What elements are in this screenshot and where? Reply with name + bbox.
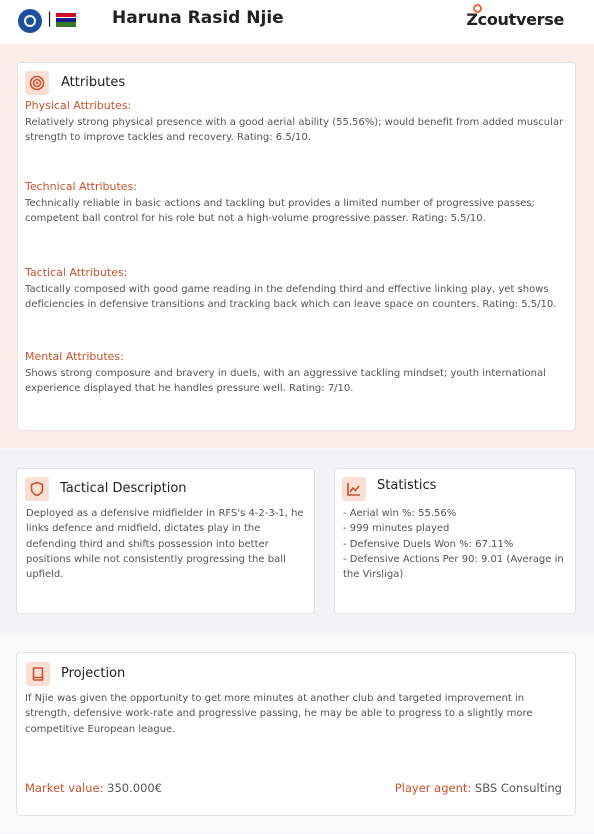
tactical-card: [16, 468, 315, 614]
book-icon: [26, 662, 50, 686]
mental-text: Shows strong composure and bravery in duels, with an aggressive tackling mindset; youth international experience displayed that he handles pressure well. Rating: 7/10.: [25, 368, 546, 394]
statistics-title: Statistics: [377, 478, 437, 493]
physical-heading: Physical Attributes:: [25, 99, 132, 112]
target-icon: [25, 71, 49, 95]
stat-line: - Defensive Actions Per 90: 9.01 (Average in the Virsliga): [343, 553, 564, 581]
market-agent-row: [25, 781, 565, 795]
stat-line: - 999 minutes played: [343, 523, 450, 535]
page-header: [0, 0, 594, 44]
projection-text: If Njie was given the opportunity to get more minutes at another club and targeted improvement in strength, defensive work-rate and progressive passing, he may be able to progress to a slightly more competitive European league.: [25, 693, 533, 735]
tactical-attr-text: Tactically composed with good game reading in the defending third and effective linking play, yet shows deficiencies in defensive transitions and tracking back which can leave space on counters. Rating: 5.5/10.: [25, 284, 557, 310]
tactical-text: Deployed as a defensive midfielder in RFS's 4-2-3-1, he links defence and midfield, dictates play in the defending third and shifts possession into better positions while not consistently progressing the ball upfield.: [26, 508, 304, 581]
technical-text: Technically reliable in basic actions and tackling but provides a limited number of progressive passes; competent ball control for his role but not a high-volume progressive passer. Rating: 5.5/10.: [25, 198, 535, 224]
market-value: [25, 781, 162, 795]
header-separator: |: [47, 9, 53, 27]
club-logo: [18, 9, 42, 33]
mental-heading: Mental Attributes:: [25, 350, 124, 363]
tactical-title: Tactical Description: [60, 481, 187, 496]
statistics-list: [343, 506, 573, 582]
stat-line: - Aerial win %: 55.56%: [343, 508, 457, 519]
player-agent-label: Player agent:: [394, 781, 472, 795]
brand-logo: [466, 10, 564, 29]
market-value-label: Market value:: [25, 781, 104, 795]
projection-title: Projection: [61, 666, 126, 681]
statistics-card: [334, 468, 576, 614]
player-agent: [395, 781, 562, 795]
physical-text: Relatively strong physical presence with a good aerial ability (55.56%); would benefit from added muscular strength to improve tackles and recovery. Rating: 6.5/10.: [25, 117, 564, 143]
market-value-amount: 350.000€: [107, 781, 163, 795]
trend-chart-icon: [342, 477, 366, 501]
brand-name: Zcoutverse: [466, 10, 564, 29]
stat-line: - Defensive Duels Won %: 67.11%: [343, 538, 514, 550]
attributes-title: Attributes: [61, 75, 126, 90]
technical-heading: Technical Attributes:: [25, 180, 138, 193]
tactical-heading: Tactical Attributes:: [25, 266, 128, 279]
player-agent-name: SBS Consulting: [474, 781, 562, 795]
gambia-flag-icon: [56, 13, 76, 27]
attributes-card: [17, 62, 576, 431]
player-name: Haruna Rasid Njie: [112, 8, 284, 28]
shield-icon: [25, 477, 49, 501]
